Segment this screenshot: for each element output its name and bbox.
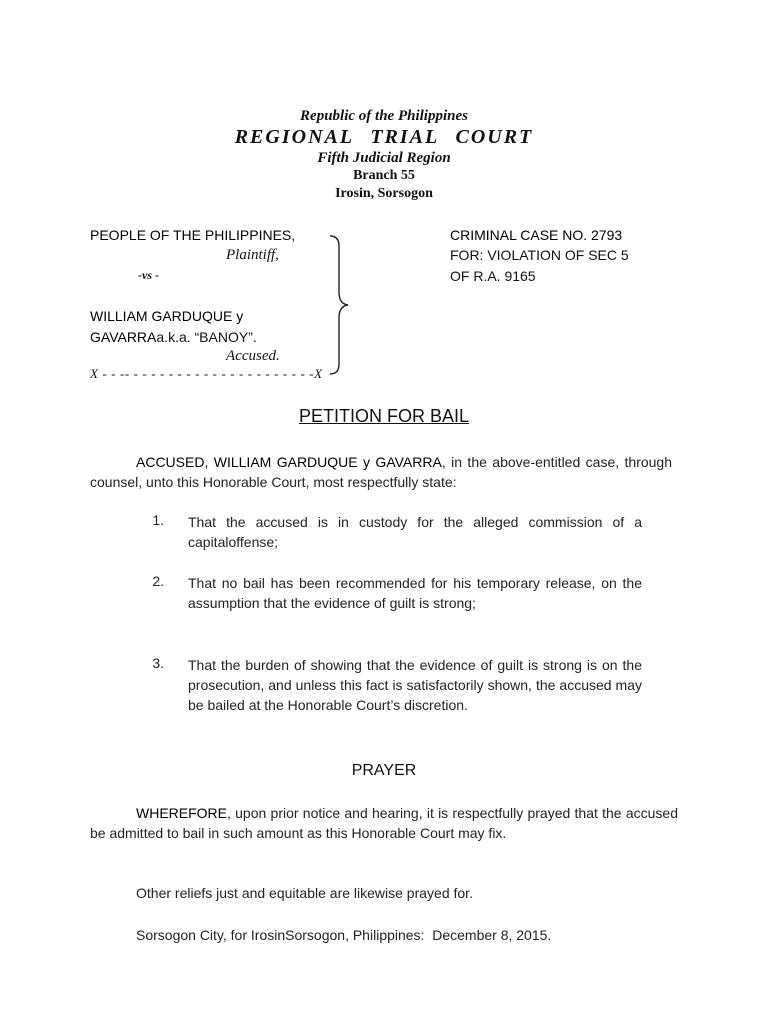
header-branch: Branch 55: [353, 168, 415, 183]
intro-paragraph: [90, 452, 672, 492]
item-3-number: 3.: [152, 655, 164, 671]
item-2-number: 2.: [152, 573, 164, 589]
other-reliefs: Other reliefs just and equitable are likewise prayed for.: [136, 885, 473, 901]
prayer-heading: PRAYER: [351, 762, 417, 779]
header-place: Irosin, Sorsogon: [335, 186, 433, 201]
caption-brace-icon: [326, 234, 352, 376]
header-republic: Republic of the Philippines: [300, 108, 468, 124]
prayer-lead: WHEREFORE: [136, 805, 227, 821]
plaintiff-role: Plaintiff,: [226, 247, 279, 263]
accused-name-line1: WILLIAM GARDUQUE y: [90, 308, 244, 324]
accused-alias: a.k.a. “BANOY”.: [156, 329, 257, 345]
plaintiff-name: PEOPLE OF THE PHILIPPINES: [90, 227, 292, 243]
caption-plaintiff: [90, 227, 295, 243]
item-1-text: That the accused is in custody for the alleged commission of a capitaloffense;: [188, 514, 642, 550]
accused-name-line2: GAVARRA: [90, 329, 157, 345]
item-3-text: That the burden of showing that the evidence of guilt is strong is on the prosecution, and unless this fact is satisfactorily shown, the accused may be bailed at the Honorable Court’s discretion.: [188, 657, 642, 713]
intro-lead: ACCUSED, WILLIAM GARDUQUE y GAVARRA: [136, 454, 442, 470]
item-2-text: That no bail has been recommended for his temporary release, on the assumption that the evidence of guilt is strong;: [188, 575, 642, 611]
item-1-number: 1.: [152, 512, 164, 528]
charge-line2: OF R.A. 9165: [450, 268, 536, 284]
intro-rest: , in the above-entitled case, through counsel, unto this Honorable Court, most respectfully state:: [90, 454, 673, 490]
caption-accused-line2: [90, 329, 257, 345]
caption-divider: X - - -- - - - - - - - - - - - - - - - - - - - - -X: [90, 366, 323, 381]
header-region: Fifth Judicial Region: [317, 150, 451, 166]
accused-role: Accused.: [226, 348, 280, 364]
case-number: CRIMINAL CASE NO. 2793: [450, 227, 623, 243]
place-date: Sorsogon City, for IrosinSorsogon, Philippines: December 8, 2015.: [136, 927, 552, 943]
plaintiff-comma: ,: [291, 227, 296, 243]
prayer-paragraph: [90, 803, 678, 843]
document-title: PETITION FOR BAIL: [298, 406, 470, 426]
prayer-body: , upon prior notice and hearing, it is respectfully prayed that the accused be admitted to bail in such amount as this Honorable Court may fix.: [90, 805, 678, 841]
header-court: REGIONAL TRIAL COURT: [234, 126, 534, 148]
versus-label: -vs -: [138, 268, 159, 282]
charge-line1: FOR: VIOLATION OF SEC 5: [450, 247, 629, 263]
